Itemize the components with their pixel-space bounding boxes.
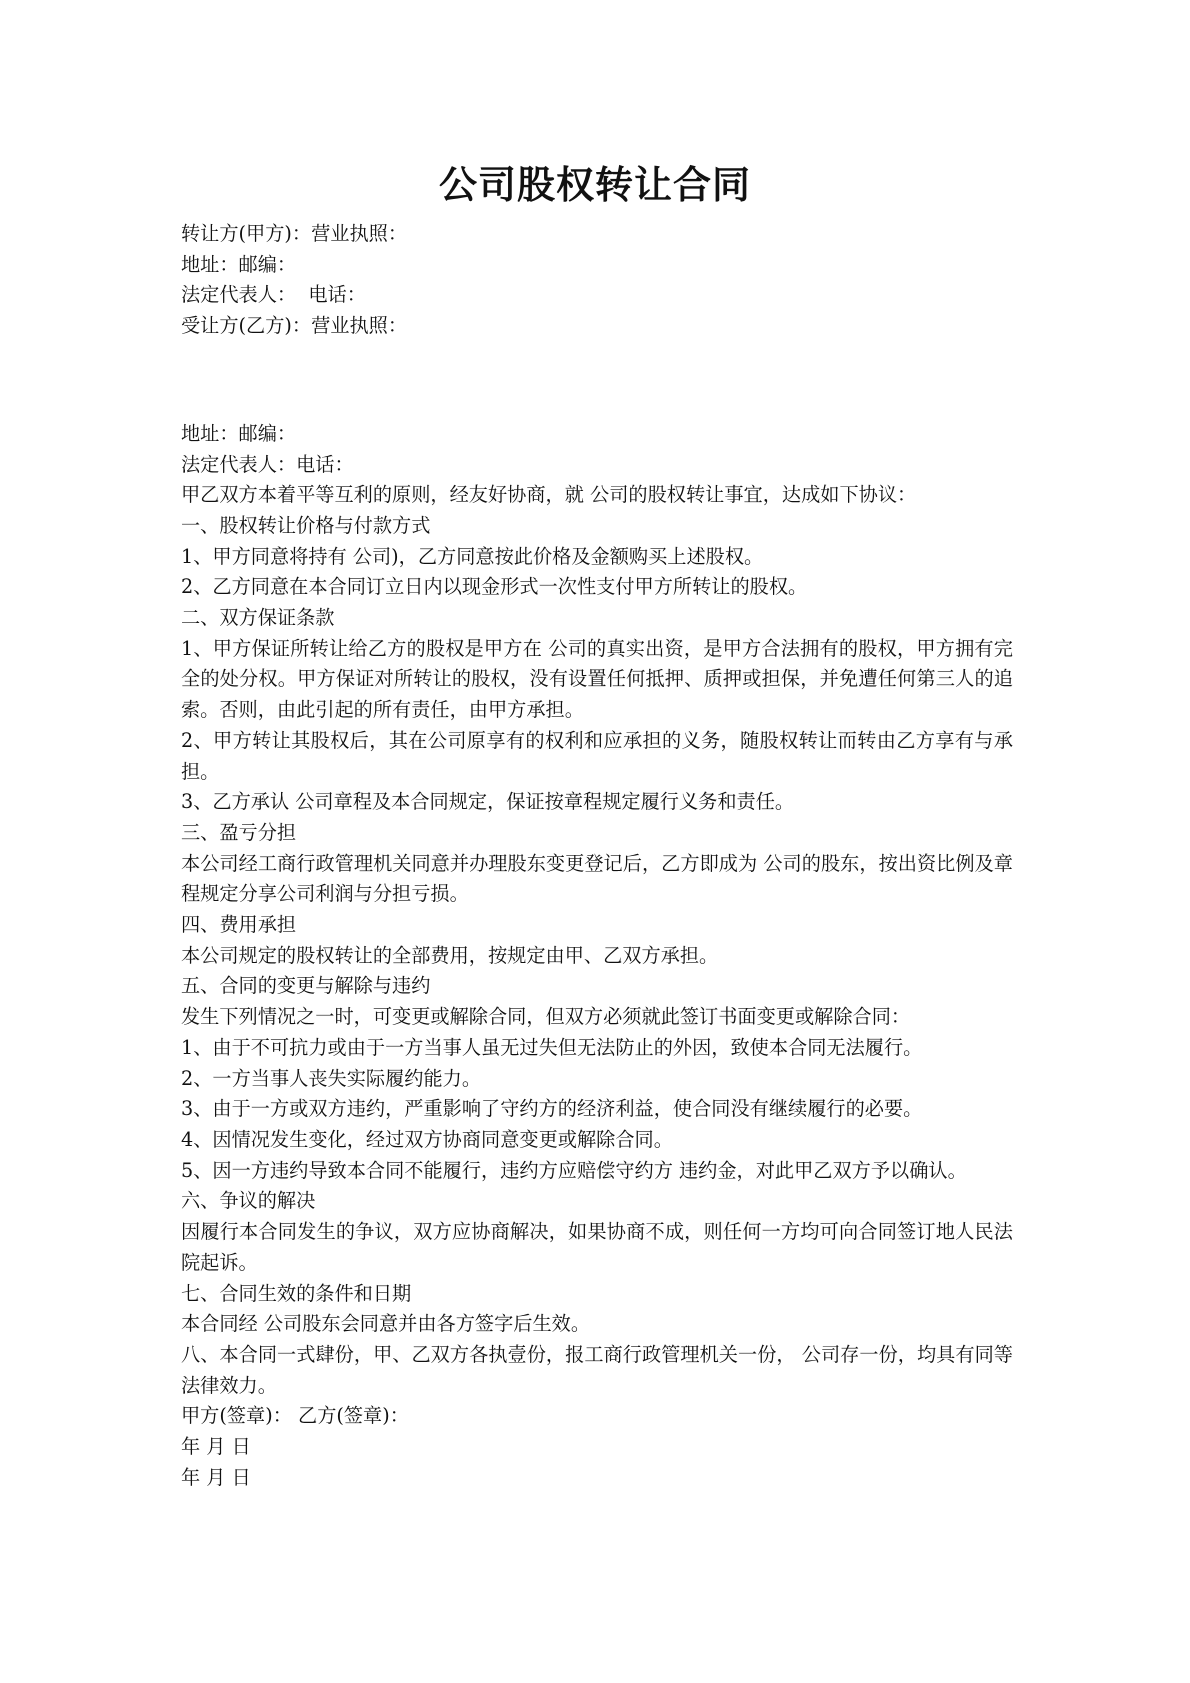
transferee-license-line: 受让方(乙方)：营业执照： xyxy=(181,314,408,338)
section-5-paragraph: 4、因情况发生变化，经过双方协商同意变更或解除合同。 xyxy=(181,1127,673,1151)
section-3-paragraph: 本公司经工商行政管理机关同意并办理股东变更登记后，乙方即成为 公司的股东，按出资比例及章程规定分享公司利润与分担亏损。 xyxy=(181,851,1013,906)
signature-date-2: 年 月 日 xyxy=(181,1465,251,1489)
section-1-paragraph: 1、甲方同意将持有 公司)，乙方同意按此价格及金额购买上述股权。 xyxy=(181,544,764,568)
section-5-paragraph: 发生下列情况之一时，可变更或解除合同，但双方必须就此签订书面变更或解除合同： xyxy=(181,1005,911,1029)
section-heading-2: 二、双方保证条款 xyxy=(181,606,335,630)
blank-spacer xyxy=(181,342,1013,419)
section-2-paragraph: 1、甲方保证所转让给乙方的股权是甲方在 公司的真实出资，是甲方合法拥有的股权，甲方拥有完全的处分权。甲方保证对所转让的股权，没有设置任何抵押、质押或担保，并免遭任何第三人的追索。否则，由此引起的所有责任，由甲方承担。 xyxy=(181,636,1013,722)
document-body xyxy=(181,219,1013,1493)
signature-date-1: 年 月 日 xyxy=(181,1435,251,1459)
section-4-paragraph: 本公司规定的股权转让的全部费用，按规定由甲、乙双方承担。 xyxy=(181,943,719,967)
section-heading-4: 四、费用承担 xyxy=(181,913,297,937)
section-heading-6: 六、争议的解决 xyxy=(181,1189,316,1213)
section-2-paragraph: 3、乙方承认 公司章程及本合同规定，保证按章程规定履行义务和责任。 xyxy=(181,790,795,814)
section-heading-8: 八、本合同一式肆份，甲、乙双方各执壹份，报工商行政管理机关一份， 公司存一份，均具有同等法律效力。 xyxy=(181,1342,1013,1397)
section-heading-7: 七、合同生效的条件和日期 xyxy=(181,1281,412,1305)
section-heading-5: 五、合同的变更与解除与违约 xyxy=(181,974,431,998)
transferor-representative-line: 法定代表人： 电话： xyxy=(181,283,366,307)
document-title: 公司股权转让合同 xyxy=(438,163,751,207)
section-6-paragraph: 因履行本合同发生的争议，双方应协商解决，如果协商不成，则任何一方均可向合同签订地人民法院起诉。 xyxy=(181,1220,1013,1274)
section-5-paragraph: 3、由于一方或双方违约，严重影响了守约方的经济利益，使合同没有继续履行的必要。 xyxy=(181,1097,923,1121)
section-heading-3: 三、盈亏分担 xyxy=(181,820,297,844)
section-2-paragraph: 2、甲方转让其股权后，其在公司原享有的权利和应承担的义务，随股权转让而转由乙方享有与承担。 xyxy=(181,728,1013,783)
transferor-license-line: 转让方(甲方)：营业执照： xyxy=(181,222,408,245)
section-1-paragraph: 2、乙方同意在本合同订立日内以现金形式一次性支付甲方所转让的股权。 xyxy=(181,575,808,599)
preamble: 甲乙双方本着平等互利的原则，经友好协商，就 公司的股权转让事宜，达成如下协议： xyxy=(181,483,917,507)
signature-line: 甲方(签章)： 乙方(签章)： xyxy=(181,1404,409,1428)
section-5-paragraph: 5、因一方违约导致本合同不能履行，违约方应赔偿守约方 违约金，对此甲乙双方予以确认。 xyxy=(181,1158,967,1182)
section-5-paragraph: 2、一方当事人丧失实际履约能力。 xyxy=(181,1066,482,1090)
section-7-paragraph: 本合同经 公司股东会同意并由各方签字后生效。 xyxy=(181,1312,591,1336)
transferee-representative-line: 法定代表人：电话： xyxy=(181,452,354,476)
section-5-paragraph: 1、由于不可抗力或由于一方当事人虽无过失但无法防止的外因，致使本合同无法履行。 xyxy=(181,1035,923,1059)
section-heading-1: 一、股权转让价格与付款方式 xyxy=(181,513,431,537)
transferor-address-line: 地址：邮编： xyxy=(181,252,297,276)
transferee-address-line: 地址：邮编： xyxy=(181,421,297,445)
